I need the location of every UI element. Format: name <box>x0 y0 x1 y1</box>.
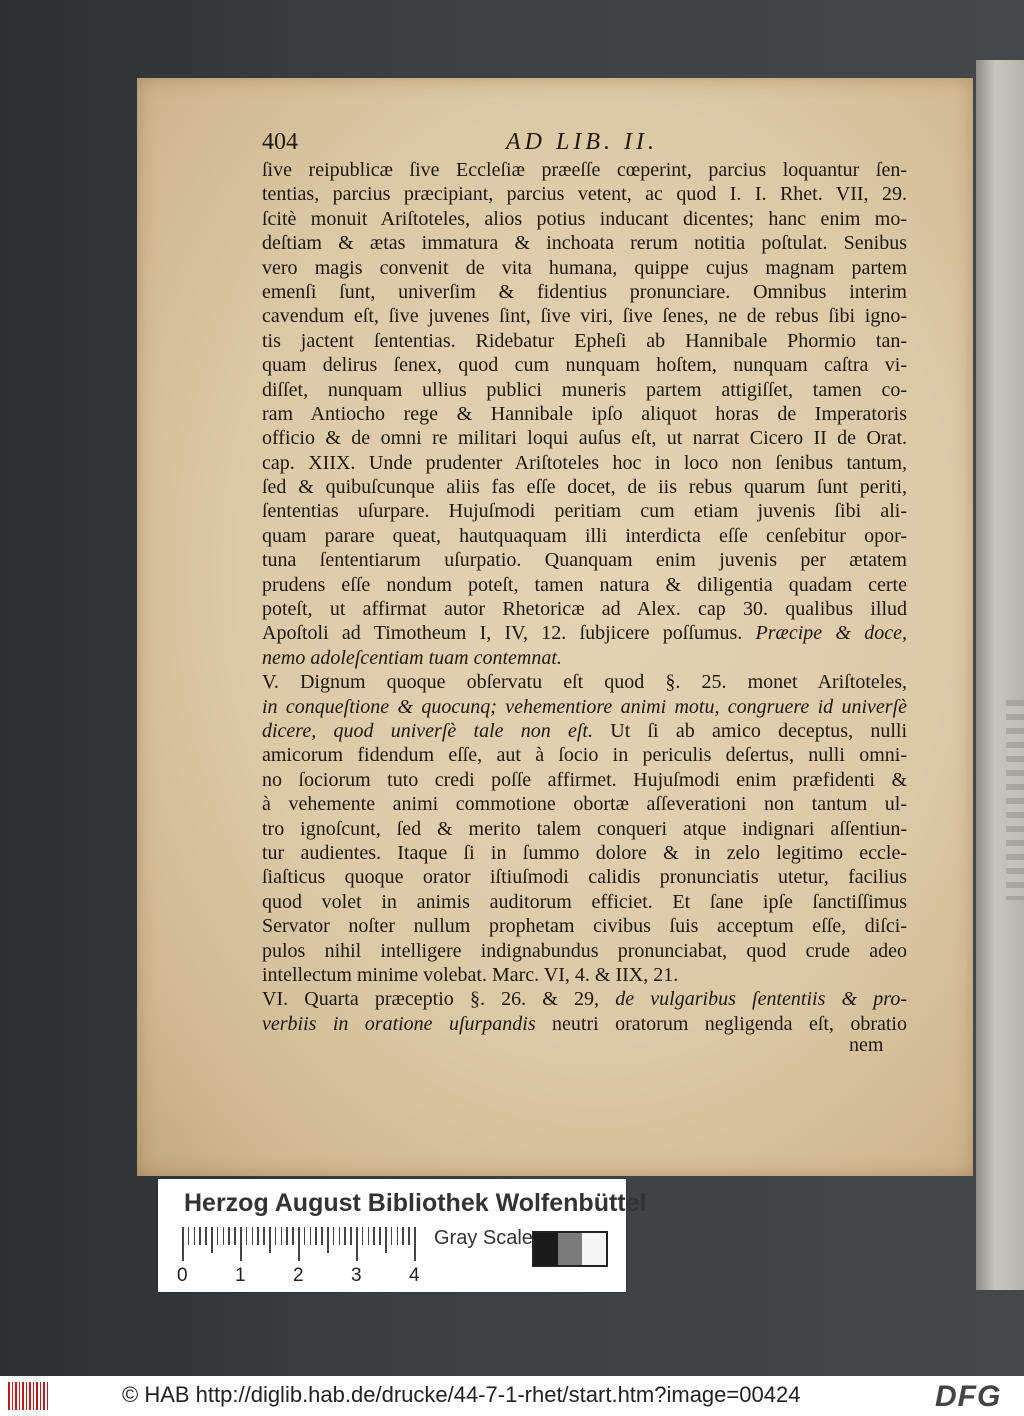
ruler-tick <box>263 1227 265 1245</box>
ruler-tick <box>408 1227 410 1245</box>
ruler-tick <box>234 1227 236 1245</box>
text-line <box>262 963 907 987</box>
ruler-tick <box>310 1227 312 1245</box>
ruler-tick <box>257 1227 259 1245</box>
text-line <box>262 621 907 645</box>
text-line <box>262 792 907 816</box>
text-line <box>262 695 907 719</box>
text-segment: à vehemente animi commotione obortæ aſſeverationi non tantum ul- <box>262 793 907 816</box>
ruler-tick <box>402 1227 404 1245</box>
ruler-tick <box>205 1227 207 1245</box>
text-line <box>262 768 907 792</box>
ruler-tick <box>292 1227 294 1245</box>
text-segment: poteſt, ut affirmat autor Rhetoricæ ad Alex. cap 30. qualibus illud <box>262 598 907 621</box>
italic-text: verbiis in oratione uſurpandis <box>262 1012 536 1035</box>
text-line <box>262 573 907 597</box>
running-head: AD LIB. II. <box>506 129 658 155</box>
text-segment: V. Dignum quoque obſervatu eſt quod §. 25. monet Ariſtoteles, <box>262 671 907 694</box>
ruler-tick <box>321 1227 323 1245</box>
text-line <box>262 548 907 572</box>
text-line <box>262 1012 907 1036</box>
text-segment: tis jactent ſententias. Ridebatur Epheſi ab Hannibale Phormio tan- <box>262 329 907 352</box>
gray-scale-label: Gray Scale <box>434 1227 533 1249</box>
gray-swatch <box>582 1233 606 1265</box>
catchword: nem <box>849 1034 884 1056</box>
gray-scale-swatches <box>532 1231 608 1267</box>
library-title: Herzog August Bibliothek Wolfenbüttel <box>184 1189 647 1217</box>
text-line <box>262 939 907 963</box>
text-segment: neutri oratorum negligenda eſt, obratio <box>535 1012 907 1035</box>
ruler-tick <box>362 1227 364 1245</box>
ruler-number: 4 <box>409 1265 420 1286</box>
text-segment: prudens eſſe nondum poteſt, tamen natura & diligentia quadam certe <box>262 573 907 596</box>
text-segment: VI. Quarta præceptio §. 26. & 29, <box>262 988 616 1011</box>
ruler-tick <box>252 1227 254 1245</box>
text-segment: ſive reipublicæ ſive Eccleſiæ præeſſe cœperint, parcius loquantur ſen- <box>262 159 907 181</box>
text-segment: quod volet in animis auditorum efficiet. Et ſane ipſe ſanctiſſimus <box>262 890 907 913</box>
text-segment: ram Antiocho rege & Hannibale ipſo aliquot horas de Imperatoris <box>262 402 907 425</box>
text-segment: quam parare queat, hautquaquam illi interdicta eſſe cenſebitur opor- <box>262 524 907 547</box>
text-line <box>262 597 907 621</box>
color-scale-card <box>158 1179 647 1292</box>
ruler-tick <box>327 1227 329 1253</box>
text-segment: Apoſtoli ad Timotheum I, IV, 12. ſubjicere poſſumus. <box>262 622 756 645</box>
ruler-tick <box>275 1227 277 1245</box>
ruler-tick <box>315 1227 317 1245</box>
ruler-tick <box>333 1227 335 1245</box>
page-header <box>262 129 882 153</box>
dfg-logo: DFG <box>935 1380 1002 1413</box>
text-line <box>262 402 907 426</box>
text-segment: pulos nihil intelligere indignabundus pronunciabat, quod crude adeo <box>262 939 907 962</box>
ruler-number: 1 <box>235 1265 246 1286</box>
footer-bar <box>0 1376 1024 1416</box>
ruler-tick <box>246 1227 248 1245</box>
text-segment: emenſi ſunt, univerſim & fidentius pronunciare. Omnibus interim <box>262 280 907 303</box>
text-line <box>262 329 907 353</box>
ruler-tick <box>199 1227 201 1245</box>
ruler-tick <box>356 1227 358 1261</box>
italic-text: in conqueſtione & quocunq; vehementiore animi motu, congruere id univerſè <box>262 695 907 718</box>
ruler-tick <box>194 1227 196 1245</box>
text-segment: tuna ſententiarum uſurpatio. Quanquam enim juvenis per ætatem <box>262 549 907 572</box>
ruler-tick <box>344 1227 346 1245</box>
text-line <box>262 182 907 206</box>
text-segment: Ut ſi ab amico deceptus, nulli <box>593 719 907 742</box>
text-segment: ſententias uſurpare. Hujuſmodi peritiam cum etiam juvenis ſibi ali- <box>262 500 907 523</box>
text-line <box>262 231 907 255</box>
ruler-scale <box>182 1227 418 1261</box>
text-line <box>262 719 907 743</box>
text-line <box>262 499 907 523</box>
ruler-tick <box>298 1227 300 1261</box>
ruler-tick <box>211 1227 213 1253</box>
ruler-tick <box>188 1227 190 1245</box>
text-line <box>262 914 907 938</box>
ruler-tick <box>286 1227 288 1245</box>
text-line <box>262 280 907 304</box>
text-line <box>262 987 907 1011</box>
ruler-tick <box>240 1227 242 1261</box>
ruler-tick <box>182 1227 184 1261</box>
ruler-tick <box>397 1227 399 1245</box>
text-line <box>262 865 907 889</box>
italic-text: Præcipe & doce, <box>755 622 908 645</box>
ruler-tick <box>223 1227 225 1245</box>
ruler-tick <box>391 1227 393 1245</box>
text-line <box>262 890 907 914</box>
ruler-tick <box>269 1227 271 1253</box>
text-segment: quam delirus ſenex, quod cum nunquam hoſtem, nunquam caſtra vi- <box>262 354 907 377</box>
ruler-tick <box>228 1227 230 1245</box>
ruler-tick <box>350 1227 352 1245</box>
copyright-link[interactable]: © HAB http://diglib.hab.de/drucke/44-7-1-rhet/start.htm?image=00424 <box>122 1382 801 1407</box>
text-line <box>262 304 907 328</box>
gray-swatch <box>534 1233 558 1265</box>
ruler-tick <box>304 1227 306 1245</box>
text-segment: intellectum minime volebat. Marc. VI, 4. & IIX, 21. <box>262 963 679 986</box>
text-line <box>262 256 907 280</box>
text-segment: deſtiam & ætas immatura & inchoata rerum notitia poſtulat. Senibus <box>262 232 907 255</box>
ruler-number: 0 <box>177 1265 188 1286</box>
ruler-tick <box>373 1227 375 1245</box>
ruler-number: 2 <box>293 1265 304 1286</box>
text-segment: diſſet, nunquam ullius publici muneris partem attigiſſet, tamen co- <box>262 378 907 401</box>
text-segment: ſed & quibuſcunque aliis fas eſſe docet, de iis rebus quarum ſunt periti, <box>262 476 907 499</box>
ruler-tick <box>368 1227 370 1245</box>
ruler-tick <box>339 1227 341 1245</box>
ruler-number: 3 <box>351 1265 362 1286</box>
italic-text: dicere, quod univerſè tale non eſt. <box>262 719 593 742</box>
text-segment: Servator noſter nullum prophetam civibus ſuis acceptum eſſe, diſci- <box>262 915 907 938</box>
text-line <box>262 207 907 231</box>
text-segment: ſiaſticus quoque orator iſtiuſmodi calidis pronunciatis utetur, facilius <box>262 866 907 889</box>
ruler-tick <box>217 1227 219 1245</box>
italic-text: de vulgaribus ſententiis & pro- <box>615 988 907 1011</box>
text-line <box>262 817 907 841</box>
ruler-tick <box>414 1227 416 1261</box>
ruler-tick <box>281 1227 283 1245</box>
body-text <box>262 158 907 1036</box>
text-segment: no ſociorum tuto credi poſſe affirmet. Hujuſmodi enim præfidenti & <box>262 768 907 791</box>
adjacent-page-edge <box>976 60 1024 1290</box>
page-number: 404 <box>262 129 298 155</box>
text-segment: vero magis convenit de vita humana, quippe cujus magnam partem <box>262 256 907 279</box>
text-segment: tur audientes. Itaque ſi in ſummo dolore & in zelo legitimo eccle- <box>262 841 907 864</box>
text-segment: cavendum eſt, ſive juvenes ſint, ſive viri, ſive ſenes, ne de rebus ſibi igno- <box>262 305 907 328</box>
text-line <box>262 524 907 548</box>
gray-swatch <box>558 1233 582 1265</box>
text-line <box>262 353 907 377</box>
text-line <box>262 378 907 402</box>
text-line <box>262 158 907 182</box>
text-line <box>262 743 907 767</box>
book-page <box>137 78 973 1176</box>
ruler-tick <box>385 1227 387 1253</box>
text-segment: ſcitè monuit Ariſtoteles, alios potius inducant dicentes; hanc enim mo- <box>262 207 907 230</box>
italic-text: nemo adoleſcentiam tuam contemnat. <box>262 646 562 669</box>
text-line <box>262 451 907 475</box>
text-segment: tentias, parcius præcipiant, parcius vetent, ac quod I. I. Rhet. VII, 29. <box>262 183 907 206</box>
text-line <box>262 670 907 694</box>
text-segment: officio & de omni re militari loqui auſus eſt, ut narrat Cicero II de Orat. <box>262 427 907 450</box>
text-segment: amicorum fidendum eſſe, aut à ſocio in periculis deſertus, nulli omni- <box>262 744 907 767</box>
ruler-tick <box>379 1227 381 1245</box>
text-segment: tro ignoſcunt, ſed & merito talem conqueri atque indignari aſſentiun- <box>262 817 907 840</box>
text-line <box>262 475 907 499</box>
text-segment: cap. XIIX. Unde prudenter Ariſtoteles hoc in loco non ſenibus tantum, <box>262 451 907 474</box>
text-line <box>262 426 907 450</box>
text-line <box>262 646 907 670</box>
hab-barcode-icon <box>8 1382 48 1410</box>
text-line <box>262 841 907 865</box>
